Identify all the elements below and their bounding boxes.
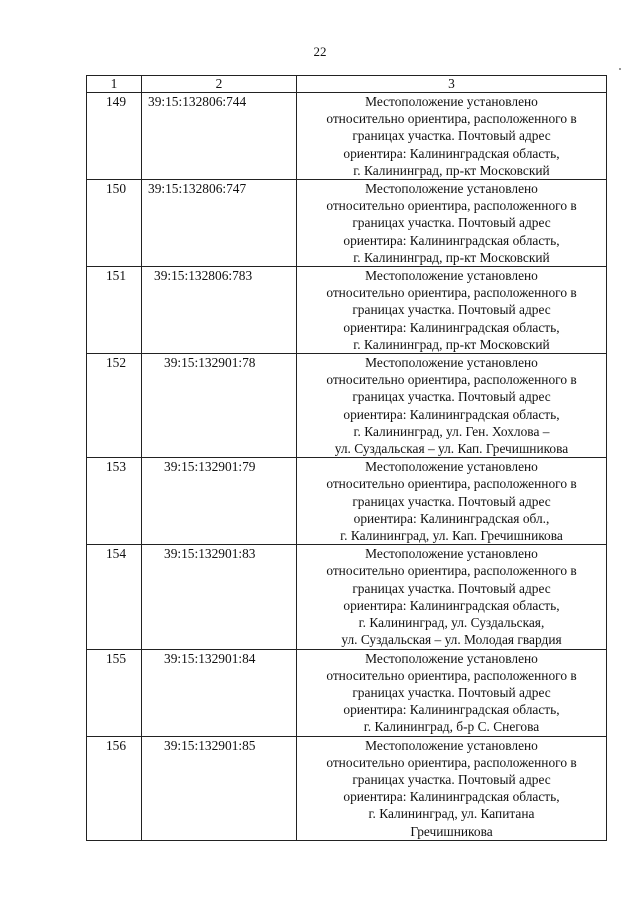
location-line: г. Калининград, ул. Ген. Хохлова – xyxy=(353,423,550,439)
table-row xyxy=(87,180,607,267)
table-row xyxy=(87,545,607,649)
cadastral-number: 39:15:132806:783 xyxy=(142,267,297,354)
location-line: Местоположение установлено xyxy=(365,546,538,562)
cadastral-number: 39:15:132901:83 xyxy=(142,545,297,649)
location-line: границах участка. Почтовый адрес xyxy=(352,771,551,787)
location-line: г. Калининград, пр-кт Московский xyxy=(353,336,550,352)
location-line: ул. Суздальская – ул. Молодая гвардия xyxy=(341,632,562,648)
location-line: г. Калининград, пр-кт Московский xyxy=(353,162,550,178)
location-line: г. Калининград, ул. Капитана xyxy=(368,806,535,822)
location-line: Местоположение установлено xyxy=(365,737,538,753)
location-description xyxy=(297,458,607,545)
column-header-number: 1 xyxy=(87,76,142,93)
location-line: ориентира: Калининградская область, xyxy=(343,406,560,422)
location-line: границах участка. Почтовый адрес xyxy=(352,493,551,509)
cadastral-number: 39:15:132806:744 xyxy=(142,93,297,180)
location-line: относительно ориентира, расположенного в xyxy=(326,754,577,770)
cadastral-number: 39:15:132806:747 xyxy=(142,180,297,267)
page-number: 22 xyxy=(313,44,327,59)
location-line: ориентира: Калининградская обл., xyxy=(353,510,550,526)
location-line: ориентира: Калининградская область, xyxy=(343,702,560,718)
location-line: Местоположение установлено xyxy=(365,268,538,284)
location-description xyxy=(297,354,607,458)
location-line: Местоположение установлено xyxy=(365,181,538,197)
location-description xyxy=(297,180,607,267)
location-line: г. Калининград, б-р С. Снегова xyxy=(363,719,540,735)
location-description xyxy=(297,649,607,736)
row-number: 150 xyxy=(87,180,142,267)
location-line: границах участка. Почтовый адрес xyxy=(352,684,551,700)
table-row xyxy=(87,649,607,736)
location-line: границах участка. Почтовый адрес xyxy=(352,302,551,318)
column-header-location: 3 xyxy=(297,76,607,93)
location-line: ул. Суздальская – ул. Кап. Гречишникова xyxy=(334,441,569,457)
location-line: Местоположение установлено xyxy=(365,355,538,371)
location-line: относительно ориентира, расположенного в xyxy=(326,111,577,127)
location-line: г. Калининград, ул. Кап. Гречишникова xyxy=(340,528,563,544)
location-description xyxy=(297,267,607,354)
row-number: 155 xyxy=(87,649,142,736)
location-line: границах участка. Почтовый адрес xyxy=(352,128,551,144)
location-line: г. Калининград, пр-кт Московский xyxy=(353,249,550,265)
table-row xyxy=(87,736,607,840)
location-description xyxy=(297,93,607,180)
location-line: Местоположение установлено xyxy=(365,459,538,475)
row-number: 152 xyxy=(87,354,142,458)
row-number: 154 xyxy=(87,545,142,649)
location-description xyxy=(297,545,607,649)
parcel-table xyxy=(86,75,607,841)
location-line: относительно ориентира, расположенного в xyxy=(326,285,577,301)
location-line: Гречишникова xyxy=(410,823,493,839)
location-line: г. Калининград, ул. Суздальская, xyxy=(358,615,545,631)
location-line: относительно ориентира, расположенного в xyxy=(326,198,577,214)
row-number: 156 xyxy=(87,736,142,840)
location-line: ориентира: Калининградская область, xyxy=(343,597,560,613)
location-line: относительно ориентира, расположенного в xyxy=(326,372,577,388)
column-header-cadastral: 2 xyxy=(142,76,297,93)
location-line: ориентира: Калининградская область, xyxy=(343,319,560,335)
table-row xyxy=(87,267,607,354)
location-line: ориентира: Калининградская область, xyxy=(343,232,560,248)
scan-speck xyxy=(619,68,621,70)
cadastral-number: 39:15:132901:78 xyxy=(142,354,297,458)
location-line: Местоположение установлено xyxy=(365,94,538,109)
cadastral-number: 39:15:132901:79 xyxy=(142,458,297,545)
table-row xyxy=(87,458,607,545)
location-description xyxy=(297,736,607,840)
header-row xyxy=(87,76,607,93)
location-line: ориентира: Калининградская область, xyxy=(343,145,560,161)
row-number: 149 xyxy=(87,93,142,180)
table-row xyxy=(87,354,607,458)
location-line: границах участка. Почтовый адрес xyxy=(352,580,551,596)
cadastral-number: 39:15:132901:84 xyxy=(142,649,297,736)
location-line: относительно ориентира, расположенного в xyxy=(326,476,577,492)
location-line: границах участка. Почтовый адрес xyxy=(352,389,551,405)
location-line: границах участка. Почтовый адрес xyxy=(352,215,551,231)
row-number: 151 xyxy=(87,267,142,354)
location-line: относительно ориентира, расположенного в xyxy=(326,667,577,683)
cadastral-number: 39:15:132901:85 xyxy=(142,736,297,840)
location-line: ориентира: Калининградская область, xyxy=(343,789,560,805)
location-line: Местоположение установлено xyxy=(365,650,538,666)
table-row xyxy=(87,93,607,180)
location-line: относительно ориентира, расположенного в xyxy=(326,563,577,579)
row-number: 153 xyxy=(87,458,142,545)
